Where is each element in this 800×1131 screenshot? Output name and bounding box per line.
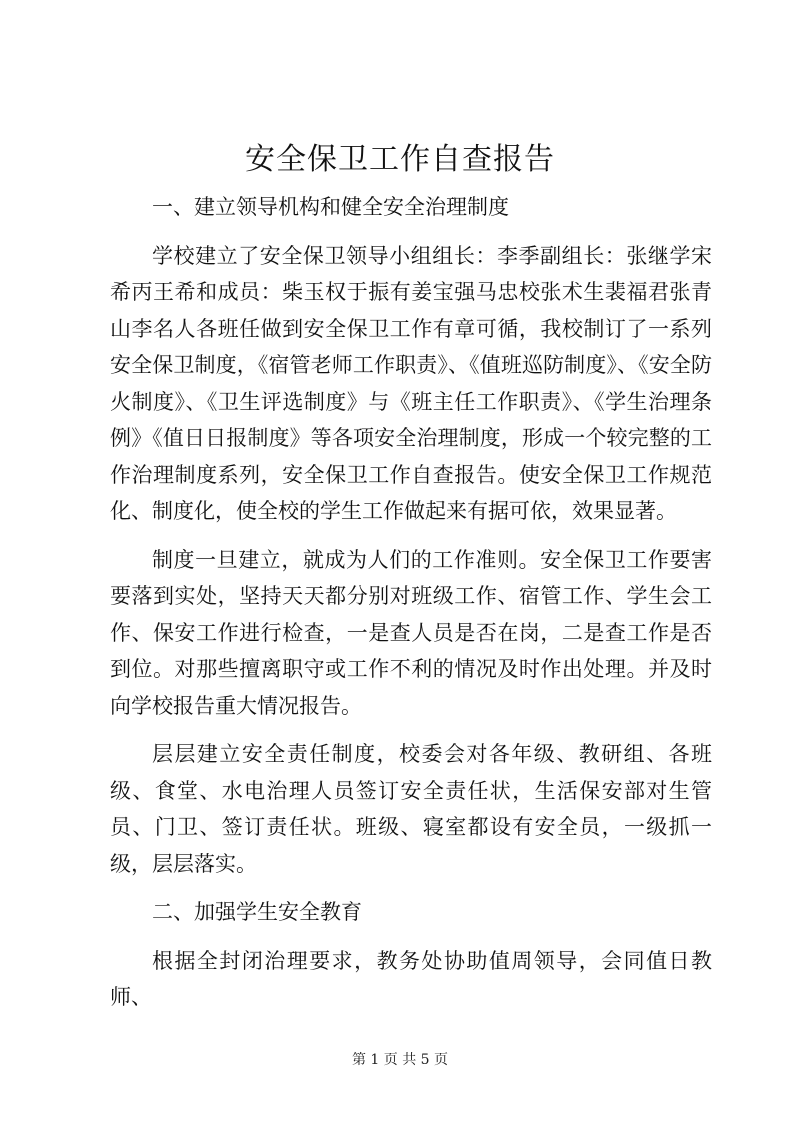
paragraph-2: 制度一旦建立，就成为人们的工作准则。安全保卫工作要害要落到实处，坚持天天都分别对班级工作、宿管工作、学生会工作、保安工作进行检查，一是查人员是否在岗，二是查工作是否到位。对那些擅离职守或工作不利的情况及时作出处理。并及时向学校报告重大情况报告。 xyxy=(110,547,712,718)
document-title: 安全保卫工作自查报告 xyxy=(245,142,555,177)
document-body xyxy=(110,189,712,1028)
section-heading-2: 二、加强学生安全教育 xyxy=(152,900,362,924)
section-heading-1: 一、建立领导机构和健全安全治理制度 xyxy=(152,195,509,219)
paragraph-4: 根据全封闭治理要求，教务处协助值周领导，会同值日教师、 xyxy=(110,948,712,1009)
paragraph-1: 学校建立了安全保卫领导小组组长：李季副组长：张继学宋希丙王希和成员：柴玉权于振有姜宝强马忠校张术生裴福君张青山李名人各班任做到安全保卫工作有章可循，我校制订了一系列安全保卫制度，《宿管老师工作职责》、《值班巡防制度》、《安全防火制度》、《卫生评选制度》与《班主任工作职责》、《学生治理条例》《值日日报制度》等各项安全治理制度，形成一个较完整的工作治理制度系列，安全保卫工作自查报告。使安全保卫工作规范化、制度化，使全校的学生工作做起来有据可依，效果显著。 xyxy=(110,243,712,523)
page-number-footer: 第 1 页 共 5 页 xyxy=(351,1052,449,1068)
paragraph-3: 层层建立安全责任制度，校委会对各年级、教研组、各班级、食堂、水电治理人员签订安全责任状，生活保安部对生管员、门卫、签订责任状。班级、寝室都设有安全员，一级抓一级，层层落实。 xyxy=(110,742,712,876)
